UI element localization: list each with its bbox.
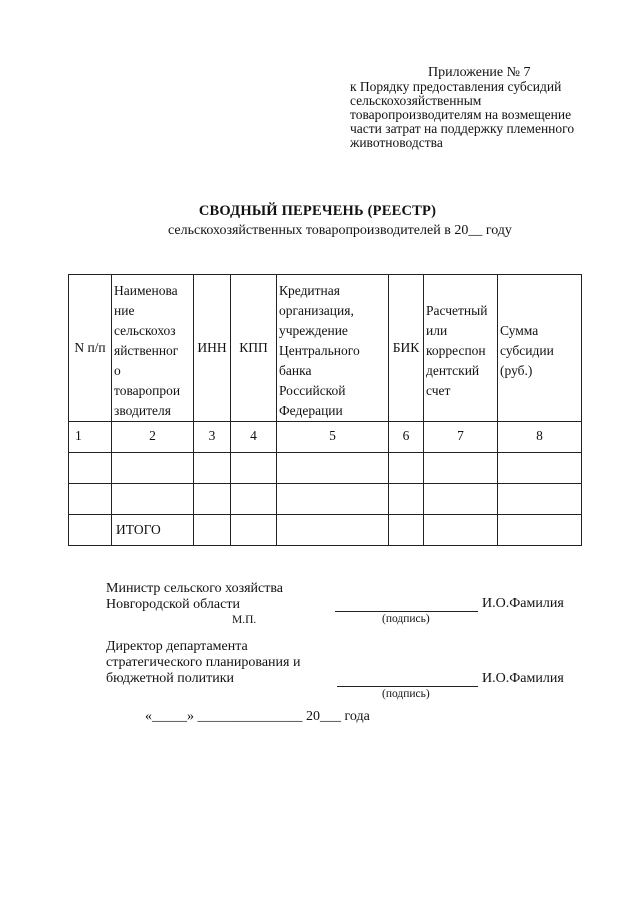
- header-line: зводителя: [114, 403, 171, 418]
- seal-mark: М.П.: [232, 614, 257, 626]
- column-number: 3: [194, 422, 231, 453]
- table-cell: [231, 484, 277, 515]
- header-line: Расчетный: [426, 303, 488, 318]
- header-line: товаропрои: [114, 383, 181, 398]
- header-line: корреспон: [426, 343, 486, 358]
- header-line: банка: [279, 363, 312, 378]
- column-number: 4: [231, 422, 277, 453]
- header-line: о: [114, 363, 121, 378]
- header-line: дентский: [426, 363, 480, 378]
- header-line: организация,: [279, 303, 354, 318]
- table-cell: [498, 484, 582, 515]
- table-cell: [194, 515, 231, 546]
- header-line: Кредитная: [279, 283, 340, 298]
- document-title: СВОДНЫЙ ПЕРЕЧЕНЬ (РЕЕСТР): [198, 203, 437, 219]
- director-title-line: Директор департамента: [106, 639, 248, 654]
- appendix-description-line: части затрат на поддержку племенного: [350, 121, 575, 136]
- header-line: Сумма: [500, 323, 539, 338]
- director-title-line: стратегического планирования и: [106, 655, 301, 670]
- header-line: счет: [426, 383, 451, 398]
- table-cell: [231, 515, 277, 546]
- table-cell: [112, 484, 194, 515]
- minister-title: [106, 581, 283, 613]
- date-line: «_____» _______________ 20___ года: [145, 709, 370, 724]
- director-signature-caption: (подпись): [382, 688, 430, 700]
- column-number: 7: [424, 422, 498, 453]
- header-line: учреждение: [279, 323, 348, 338]
- table-cell: [424, 484, 498, 515]
- column-number: 5: [277, 422, 389, 453]
- column-number: 8: [498, 422, 582, 453]
- header-line: ние: [114, 303, 135, 318]
- minister-signature-caption: (подпись): [382, 613, 430, 625]
- header-line: яйственног: [114, 343, 179, 358]
- header-line: Российской: [279, 383, 346, 398]
- column-number: 1: [69, 422, 112, 453]
- director-name: И.О.Фамилия: [482, 671, 564, 686]
- table-header-row: [69, 275, 582, 422]
- header-line: (руб.): [500, 363, 533, 378]
- table-cell: [194, 484, 231, 515]
- minister-title-line: Министр сельского хозяйства: [106, 581, 283, 596]
- header-cell-account: [424, 275, 498, 422]
- table-row: [69, 453, 582, 484]
- column-number: 2: [112, 422, 194, 453]
- header-line: Центрального: [279, 343, 360, 358]
- appendix-description-line: животноводства: [350, 135, 443, 150]
- director-title: [106, 639, 300, 687]
- header-line: Наименова: [114, 283, 178, 298]
- column-number: 6: [389, 422, 424, 453]
- table-cell: [277, 484, 389, 515]
- appendix-description-line: сельскохозяйственным: [350, 93, 482, 108]
- table-cell: [231, 453, 277, 484]
- total-row: [69, 515, 582, 546]
- header-cell-number: N п/п: [69, 275, 112, 422]
- table-cell: [498, 453, 582, 484]
- minister-signature-line: [335, 611, 478, 612]
- table-cell: [389, 453, 424, 484]
- table-cell: [424, 515, 498, 546]
- header-line: или: [426, 323, 448, 338]
- total-label: ИТОГО: [112, 515, 194, 546]
- header-cell-inn: ИНН: [194, 275, 231, 422]
- header-line: субсидии: [500, 343, 554, 358]
- header-cell-producer-name: [112, 275, 194, 422]
- document-subtitle: сельскохозяйственных товаропроизводителей в 20__ году: [168, 223, 512, 238]
- table-cell: [69, 453, 112, 484]
- minister-name: И.О.Фамилия: [482, 596, 564, 611]
- header-cell-bik: БИК: [389, 275, 424, 422]
- header-cell-kpp: КПП: [231, 275, 277, 422]
- table-cell: [389, 515, 424, 546]
- table-cell: [69, 484, 112, 515]
- appendix-description-line: к Порядку предоставления субсидий: [350, 79, 562, 94]
- table-cell: [277, 453, 389, 484]
- registry-table: [68, 274, 582, 546]
- table-cell: [69, 515, 112, 546]
- director-signature-line: [337, 686, 478, 687]
- table-cell: [277, 515, 389, 546]
- header-cell-sum: [498, 275, 582, 422]
- table-cell: [498, 515, 582, 546]
- table-cell: [112, 453, 194, 484]
- table-cell: [424, 453, 498, 484]
- appendix-description: [350, 80, 620, 150]
- table-cell: [194, 453, 231, 484]
- table-cell: [389, 484, 424, 515]
- header-line: Федерации: [279, 403, 343, 418]
- minister-title-line: Новгородской области: [106, 597, 240, 612]
- header-cell-bank: [277, 275, 389, 422]
- table-row: [69, 484, 582, 515]
- appendix-number: Приложение № 7: [428, 65, 531, 80]
- director-title-line: бюджетной политики: [106, 671, 234, 686]
- header-line: сельскохоз: [114, 323, 176, 338]
- appendix-description-line: товаропроизводителям на возмещение: [350, 107, 572, 122]
- column-number-row: [69, 422, 582, 453]
